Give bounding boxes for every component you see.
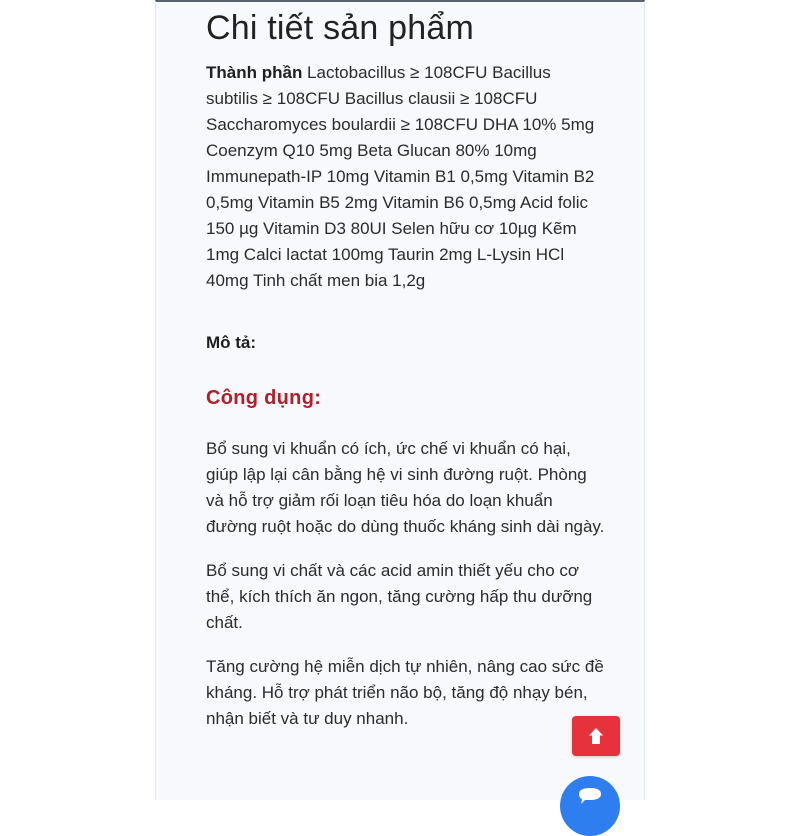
scroll-to-top-button[interactable]	[572, 716, 620, 756]
page-frame	[155, 0, 645, 800]
chat-button[interactable]	[560, 776, 620, 836]
uses-paragraph-2: Bổ sung vi chất và các acid amin thiết yếu cho cơ thể, kích thích ăn ngon, tăng cường hấp thu dưỡng chất.	[206, 561, 593, 632]
uses-paragraph-1: Bổ sung vi khuẩn có ích, ức chế vi khuẩn có hại, giúp lập lại cân bằng hệ vi sinh đường ruột. Phòng và hỗ trợ giảm rối loạn tiêu hóa do loạn khuẩn đường ruột hoặc do dùng thuốc kháng sinh dài ngày.	[206, 439, 605, 536]
uses-heading: Công dụng:	[206, 387, 322, 409]
page-title: Chi tiết sản phẩm	[206, 9, 474, 47]
chat-icon	[575, 786, 605, 806]
uses-paragraph-3: Tăng cường hệ miễn dịch tự nhiên, nâng cao sức đề kháng. Hỗ trợ phát triển não bộ, tăng độ nhạy bén, nhận biết và tư duy nhanh.	[206, 657, 604, 728]
description-label: Mô tả:	[206, 333, 257, 352]
product-detail-content	[206, 2, 606, 732]
ingredients-text: Lactobacillus ≥ 108CFU Bacillus subtilis ≥ 108CFU Bacillus clausii ≥ 108CFU Saccharomyces boulardii ≥ 108CFU DHA 10% 5mg Coenzym Q10 5mg Beta Glucan 80% 10mg Immunepath-IP 10mg Vitamin B1 0,5mg Vitamin B2 0,5mg Vitamin B5 2mg Vitamin B6 0,5mg Acid folic 150 µg Vitamin D3 80UI Selen hữu cơ 10µg Kẽm 1mg Calci lactat 100mg Taurin 2mg L-Lysin HCl 40mg Tinh chất men bia 1,2g	[206, 63, 595, 290]
ingredients-label: Thành phần	[206, 63, 303, 82]
ingredients-paragraph	[206, 60, 606, 294]
arrow-up-icon	[587, 726, 605, 746]
